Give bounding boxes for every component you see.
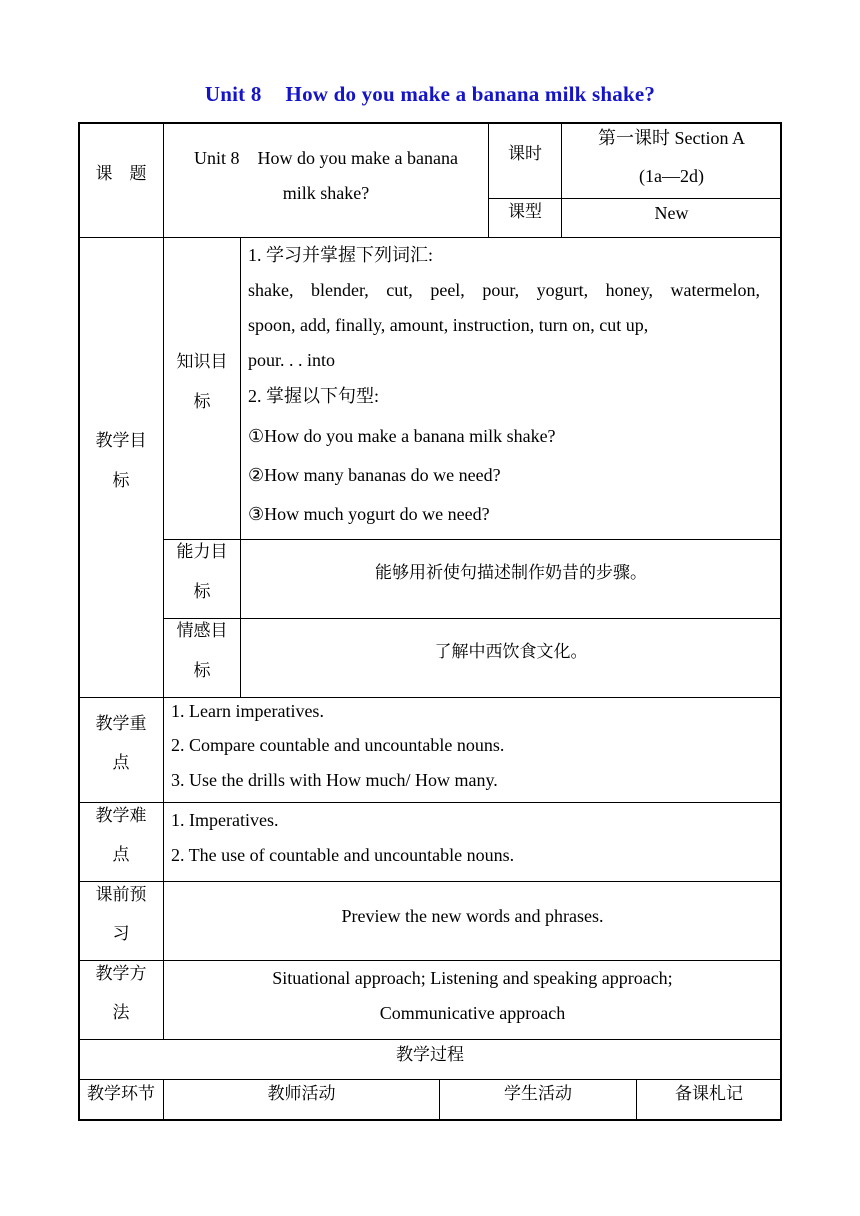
period-value-line1: 第一课时 Section A [598,128,745,148]
knowledge-label-line2: 标 [193,392,211,412]
col-divider [240,237,241,697]
methods-label-line2: 法 [112,1003,130,1023]
key-point-line: 3. Use the drills with How much/ How many. [171,770,498,790]
topic-value-line2: milk shake? [282,183,370,203]
period-label: 课时 [508,144,542,164]
knowledge-line: ③How much yogurt do we need? [248,504,490,524]
difficulties-label-line2: 点 [112,845,130,865]
topic-value-line1: Unit 8 How do you make a banana [194,148,458,168]
key-points-label-line1: 教学重 [95,714,147,734]
difficulties-label-line1: 教学难 [95,806,147,826]
title-question: How do you make a banana milk shake? [285,82,656,106]
emotion-label-line2: 标 [193,661,211,681]
knowledge-line: 2. 掌握以下句型: [248,386,380,406]
row-divider [79,881,781,882]
type-value: New [654,203,689,223]
key-point-line: 1. Learn imperatives. [171,701,324,721]
period-value-line2: (1a—2d) [639,166,704,186]
process-col-header: 备课札记 [675,1084,743,1104]
emotion-label-line1: 情感目 [176,621,228,641]
knowledge-label-line1: 知识目 [176,352,228,372]
methods-line1: Situational approach; Listening and speaking approach; [272,968,673,988]
methods-line2: Communicative approach [379,1003,566,1023]
knowledge-line: ①How do you make a banana milk shake? [248,426,556,446]
ability-label-line1: 能力目 [176,542,228,562]
ability-label-line2: 标 [193,582,211,602]
ability-text: 能够用祈使句描述制作奶昔的步骤。 [375,563,647,583]
difficulty-line: 1. Imperatives. [171,810,279,830]
topic-label: 课 题 [95,164,147,184]
preview-label-line1: 课前预 [95,885,147,905]
objectives-label-line1: 教学目 [95,431,147,451]
knowledge-line: ②How many bananas do we need? [248,465,501,485]
process-col-header: 教师活动 [267,1084,336,1104]
process-heading: 教学过程 [396,1045,464,1065]
knowledge-line: 1. 学习并掌握下列词汇: [248,245,434,265]
knowledge-line: shake, blender, cut, peel, pour, yogurt, honey, watermelon, [248,280,760,300]
knowledge-line: pour. . . into [248,350,336,370]
key-points-label-line2: 点 [112,753,130,773]
document-title [0,82,860,107]
process-col-header: 教学环节 [87,1084,155,1104]
row-divider [164,618,781,619]
preview-text: Preview the new words and phrases. [341,906,604,926]
methods-label-line1: 教学方 [95,964,147,984]
knowledge-line: spoon, add, finally, amount, instruction, turn on, cut up, [248,315,649,335]
process-col-header: 学生活动 [504,1084,572,1104]
emotion-text: 了解中西饮食文化。 [434,642,588,662]
preview-label-line2: 习 [112,924,130,944]
type-label: 课型 [508,202,542,222]
difficulty-line: 2. The use of countable and uncountable nouns. [171,845,515,865]
row-divider [164,539,781,540]
objectives-label-line2: 标 [112,471,130,491]
title-unit: Unit 8 [204,82,262,106]
key-point-line: 2. Compare countable and uncountable nouns. [171,735,505,755]
